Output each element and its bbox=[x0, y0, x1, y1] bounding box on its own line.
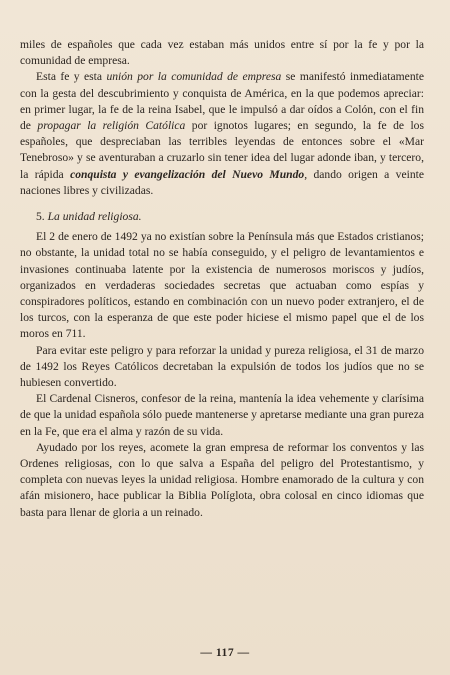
emphasis-conquest: conquista y bbox=[70, 167, 128, 181]
paragraph-reforms: Ayudado por los reyes, acomete la gran empresa de reformar los conventos y las Ordenes religiosas, con lo que salva a España del peligro del Protestantismo, y completa con nuevas leyes la unidad religiosa. Hombre enamorado de la cultura y con afán misionero, hace publicar la Biblia Políglota, obra colosal en cinco idiomas que basta para llenar de gloria a un reinado. bbox=[20, 440, 424, 519]
section-spacer bbox=[20, 199, 424, 209]
text-run: Esta fe y esta bbox=[36, 70, 107, 84]
section-title: La unidad religiosa. bbox=[47, 210, 142, 224]
emphasis-union: unión por la comunidad de empresa bbox=[106, 70, 282, 84]
section-number: 5. bbox=[36, 210, 45, 224]
paragraph-faith-and-enterprise bbox=[20, 69, 424, 199]
text-run: , dando origen a veinte naciones libres y civilizadas. bbox=[20, 167, 424, 197]
paragraph-expulsion: Para evitar este peligro y para reforzar la unidad y pureza religiosa, el 31 de marzo de 1492 los Reyes Católicos decretaban la expulsión de todos los judíos que no se hubiesen convertido. bbox=[20, 343, 424, 390]
paragraph-continuation: miles de españoles que cada vez estaban más unidos entre sí por la fe y por la comunidad de empresa. bbox=[20, 38, 424, 68]
paragraph-1492-january: El 2 de enero de 1492 ya no existían sobre la Península más que Estados cristianos; no obstante, la unidad total no se había conseguido, y el peligro de levantamientos e invasiones continuaba latente por la existencia de numerosos moriscos y judíos, organizados en verdaderas sociedades secretas que actuaban como espías y conspiradores políticos, estando en combinación con un nuevo poder extranjero, el de los turcos, con la esperanza de que este poder hiciese el mismo papel que el de los moros en 711. bbox=[20, 230, 424, 341]
page-number: — 117 — bbox=[200, 646, 250, 659]
text-run: por ignotos lugares; en segundo, la fe de los españoles, que despreciaban las terribles leyendas de entonces sobre el «Mar Tenebroso» y se aventuraban a cruzarlo sin tener idea del lugar adonde iban, y tercero, la rápida bbox=[20, 119, 424, 181]
paragraph-cisneros: El Cardenal Cisneros, confesor de la reina, mantenía la idea vehemente y clarísima de que la unidad española sólo puede mantenerse y apretarse mediante una gran pureza en la Fe, que era el alma y razón de su vida. bbox=[20, 392, 424, 438]
emphasis-evangelization: evangelización del Nuevo Mundo bbox=[134, 167, 305, 181]
text-run: se manifestó inmediatamente con la gesta del descubrimiento y conquista de América, en la que podemos apreciar: en primer lugar, la fe de la reina Isabel, que le impulsó a dar oídos a Colón, con el fin de bbox=[20, 70, 424, 133]
section-heading bbox=[20, 209, 424, 225]
emphasis-propagate-religion: propagar la religión Católica bbox=[37, 119, 186, 133]
